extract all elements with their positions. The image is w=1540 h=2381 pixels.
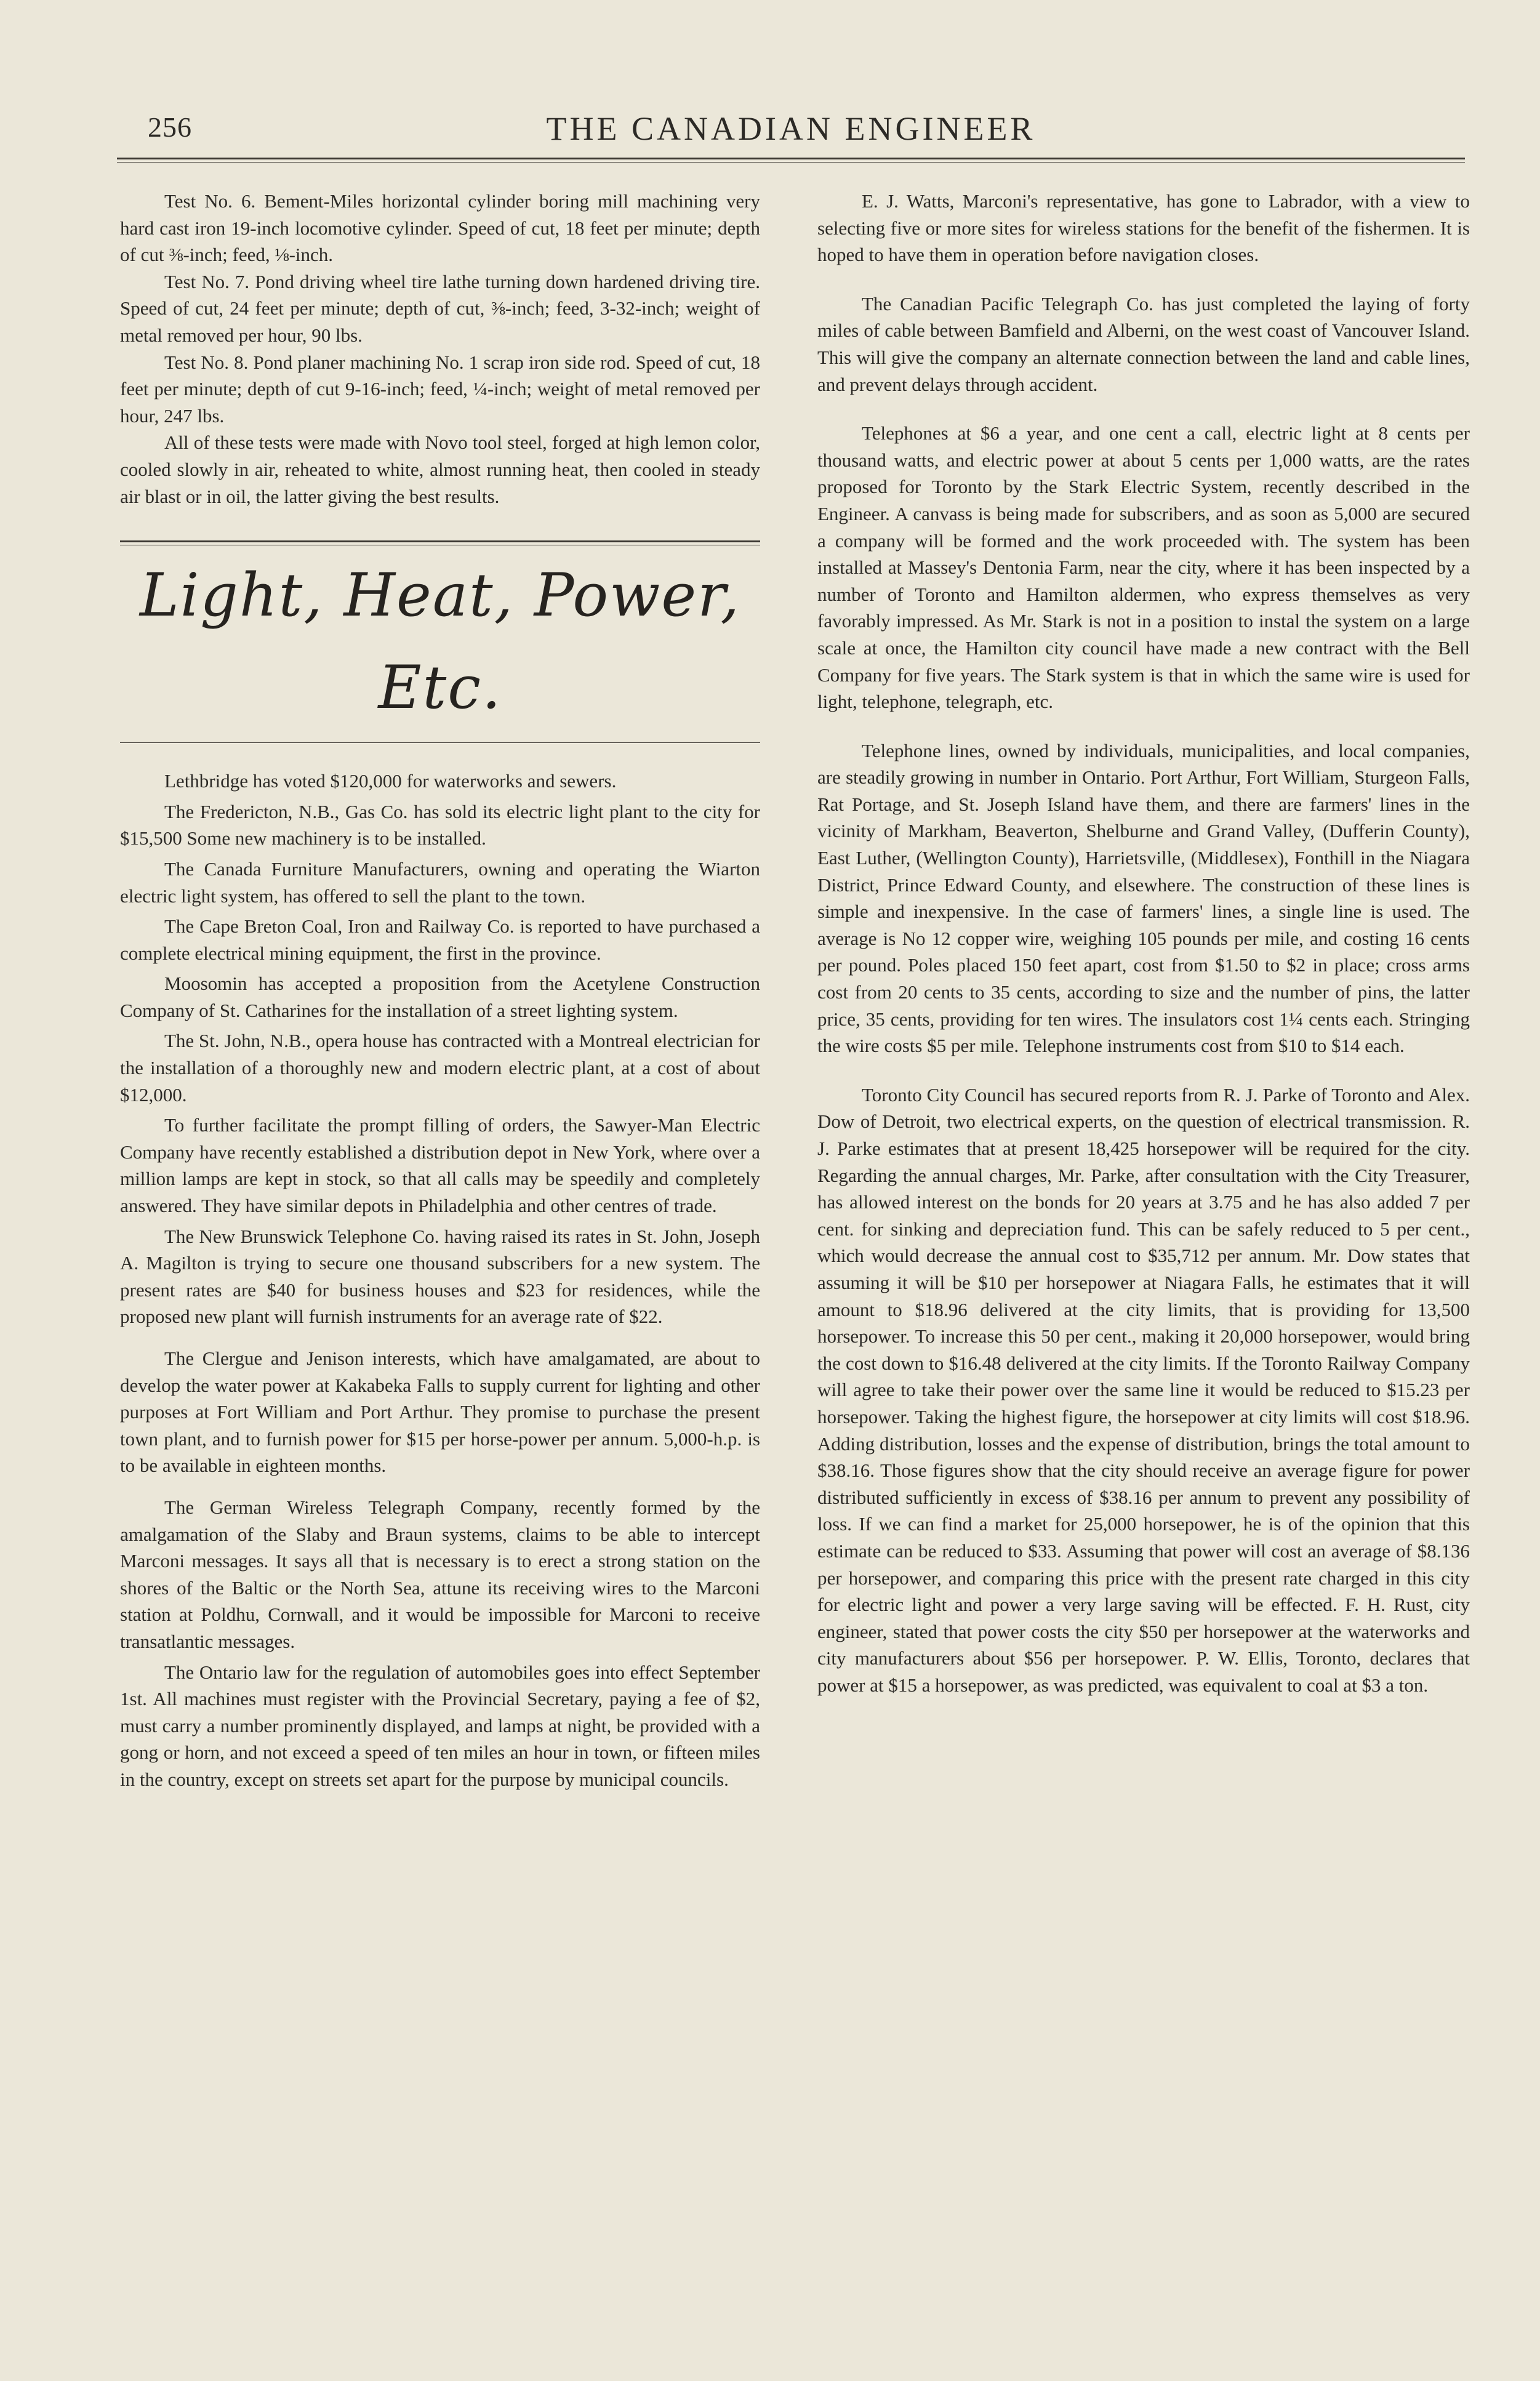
news-paragraph: The Cape Breton Coal, Iron and Railway Co. is reported to have purchased a complete electrical mining equipment, the first in the province.	[120, 915, 760, 964]
news-paragraph: The Canadian Pacific Telegraph Co. has just completed the laying of forty miles of cable between Bamfield and Alberni, on the west coast of Vancouver Island. This will give the company an alternate connection between the land and cable lines, and prevent delays through accident.	[817, 292, 1470, 395]
news-paragraph: The New Brunswick Telephone Co. having raised its rates in St. John, Joseph A. Magilton is trying to secure one thousand subscribers for a new system. The present rates are $40 for business houses and $23 for residences, while the proposed new plant will furnish instruments for an average rate of $22.	[120, 1225, 760, 1328]
test-paragraph: All of these tests were made with Novo tool steel, forged at high lemon color, cooled slowly in air, reheated to white, almost running heat, then cooled in steady air blast or in oil, the latter giving the best results.	[120, 432, 760, 507]
news-paragraph: The Canada Furniture Manufacturers, owning and operating the Wiarton electric light system, has offered to sell the plant to the town.	[120, 857, 760, 907]
news-paragraph: Moosomin has accepted a proposition from the Acetylene Construction Company of St. Catharines for the installation of a street lighting system.	[120, 973, 760, 1021]
news-paragraph: The St. John, N.B., opera house has contracted with a Montreal electrician for the installation of a thoroughly new and modern electric plant, at a cost of about $12,000.	[120, 1030, 760, 1106]
news-paragraph: The German Wireless Telegraph Company, recently formed by the amalgamation of the Slaby and Braun systems, claims to be able to intercept Marconi messages. It says all that is necessary is to erect a strong station on the shores of the Baltic or the North Sea, attune its receiving wires to the Marconi station at Poldhu, Cornwall, and it would be impossible for Marconi to receive transatlantic messages.	[120, 1496, 760, 1652]
header-rule	[117, 158, 1465, 163]
news-paragraph: Telephone lines, owned by individuals, municipalities, and local companies, are steadily growing in number in Ontario. Port Arthur, Fort William, Sturgeon Falls, Rat Portage, and St. Joseph Island have them, and there are farmers' lines in the vicinity of Markham, Beaverton, Shelburne and Grand Valley, (Dufferin County), East Luther, (Wellington County), Harrietsville, (Middlesex), Fonthill in the Niagara District, Prince Edward County, and elsewhere. The construction of these lines is simple and inexpensive. In the case of farmers' lines, a single line is used. The average is No 12 copper wire, weighing 105 pounds per mile, and costing 16 cents per pound. Poles placed 150 feet apart, cost from $1.50 to $2 in place; cross arms cost from 20 cents to 35 cents, according to size and the number of pins, the latter price, 35 cents, providing for ten wires. The insulators cost 1¼ cents each. Stringing the wire costs $5 per mile. Telephone instruments cost from $10 to $14 each.	[817, 739, 1470, 1057]
journal-title: THE CANADIAN ENGINEER	[546, 110, 1036, 147]
test-paragraph: Test No. 7. Pond driving wheel tire lathe turning down hardened driving tire. Speed of cut, 24 feet per minute; depth of cut, ⅜-inch; feed, 3-32-inch; weight of metal removed per hour, 90 lbs.	[120, 270, 760, 346]
right-column	[817, 188, 1470, 1698]
test-paragraph: Test No. 8. Pond planer machining No. 1 scrap iron side rod. Speed of cut, 18 feet per minute; depth of cut 9-16-inch; feed, ¼-inch; weight of metal removed per hour, 247 lbs.	[120, 351, 760, 427]
news-paragraph: The Clergue and Jenison interests, which have amalgamated, are about to develop the water power at Kakabeka Falls to supply current for lighting and other purposes at Fort William and Port Arthur. They promise to purchase the present town plant, and to furnish power for $15 per horse-power per annum. 5,000-h.p. is to be available in eighteen months.	[120, 1347, 760, 1477]
news-paragraph: Lethbridge has voted $120,000 for waterworks and sewers.	[164, 770, 617, 792]
news-paragraph: Toronto City Council has secured reports from R. J. Parke of Toronto and Alex. Dow of Detroit, two electrical experts, on the question of electrical transmission. R. J. Parke estimates that at present 18,425 horsepower will be required for the city. Regarding the annual charges, Mr. Parke, after consultation with the City Treasurer, has allowed interest on the bonds for 20 years at 3.75 and he has also added 7 per cent. for sinking and depreciation fund. This can be safely reduced to 5 per cent., which would decrease the annual cost to $35,712 per annum. Mr. Dow states that assuming it will be $10 per horsepower at Niagara Falls, he estimates that it will amount to $18.96 delivered at the city limits, that is providing for 13,500 horsepower. To increase this 50 per cent., making it 20,000 horsepower, would bring the cost down to $16.48 delivered at the city limits. If the Toronto Railway Company will agree to take their power over the same line it would be reduced to $15.23 per horsepower. Taking the highest figure, the horsepower at city limits will cost $18.96. Adding distribution, losses and the expense of distribution, brings the total amount to $38.16. Those figures show that the city should receive an average figure for power distributed sufficiently in excess of $38.16 per annum to prevent any possibility of loss. If we can find a market for 25,000 horsepower, he is of the opinion that this estimate can be reduced to $33. Assuming that power will cost an average of $8.136 per horsepower, and comparing this price with the present rate charged in this city for electric light and power a very large saving will be effected. F. H. Rust, city engineer, stated that power costs the city $50 per horsepower at the waterworks and city manufacturers about $56 per horsepower. P. W. Ellis, Toronto, declares that power at $15 a horsepower, as was predicted, was equivalent to coal at $3 a ton.	[817, 1083, 1470, 1696]
news-paragraph: To further facilitate the prompt filling of orders, the Sawyer-Man Electric Company have recently established a distribution depot in New York, where over a million lamps are kept in stock, so that all calls may be speedily and completely answered. They have similar depots in Philadelphia and other centres of trade.	[120, 1114, 760, 1217]
news-paragraph: The Fredericton, N.B., Gas Co. has sold its electric light plant to the city for $15,500 Some new machinery is to be installed.	[120, 800, 760, 849]
left-column	[120, 188, 760, 1797]
section-divider	[120, 540, 760, 545]
news-paragraph: E. J. Watts, Marconi's representative, has gone to Labrador, with a view to selecting five or more sites for wireless stations for the benefit of the fishermen. It is hoped to have them in operation before navigation closes.	[817, 190, 1470, 266]
page-number: 256	[148, 111, 192, 143]
page-header	[117, 105, 1465, 154]
news-items	[120, 768, 760, 1793]
news-paragraph: Telephones at $6 a year, and one cent a call, electric light at 8 cents per thousand watts, and electric power at about 5 cents per 1,000 watts, are the rates proposed for Toronto by the Stark Electric System, recently described in the Engineer. A canvass is being made for subscribers, and as soon as 5,000 are secured a company will be formed and the work proceeded with. The system has been installed at Massey's Dentonia Farm, near the city, where it has been inspected by a number of Toronto and Hamilton aldermen, who express themselves as very favorably impressed. As Mr. Stark is not in a position to instal the system on a large scale at once, the Hamilton city council have made a new contract with the Bell Company for five years. The Stark system is that in which the same wire is used for light, telephone, telegraph, etc.	[817, 422, 1470, 713]
news-paragraph: The Ontario law for the regulation of automobiles goes into effect September 1st. All machines must register with the Provincial Secretary, paying a fee of $2, must carry a number prominently displayed, and lamps at night, be provided with a gong or horn, and not exceed a speed of ten miles an hour in town, or fifteen miles in the country, except on streets set apart for the purpose by municipal councils.	[120, 1661, 760, 1790]
section-heading: Light, Heat, Power, Etc.	[139, 561, 741, 723]
section-rule	[120, 742, 760, 743]
test-paragraph: Test No. 6. Bement-Miles horizontal cylinder boring mill machining very hard cast iron 19-inch locomotive cylinder. Speed of cut, 18 feet per minute; depth of cut ⅜-inch; feed, ⅛-inch.	[120, 190, 760, 266]
